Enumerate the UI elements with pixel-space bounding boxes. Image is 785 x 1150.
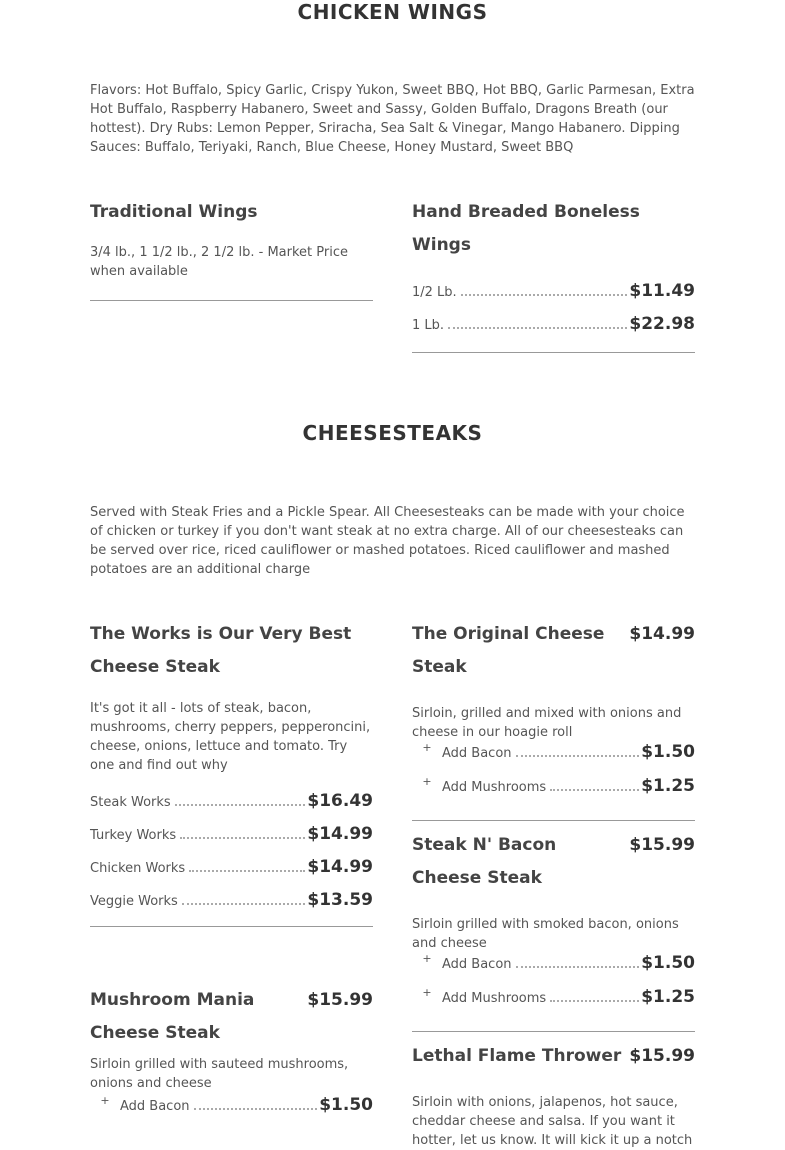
lethal-flame-thrower-item bbox=[412, 1040, 695, 1150]
plus-icon: + bbox=[422, 952, 432, 965]
cheesesteaks-intro: Served with Steak Fries and a Pickle Spear. All Cheesesteaks can be made with your choice of chicken or turkey if you don't want steak at no extra charge. All of our cheesesteaks can be served over rice, riced cauliflower or mashed potatoes. Riced cauliflower and mashed potatoes are an additional charge bbox=[90, 505, 685, 577]
plus-icon: + bbox=[422, 775, 432, 788]
item-title: Steak N' Bacon Cheese Steak bbox=[412, 835, 557, 888]
addon-price: $1.25 bbox=[641, 776, 695, 796]
row-label: Chicken Works bbox=[90, 861, 186, 876]
divider bbox=[90, 926, 373, 927]
addon-price: $1.50 bbox=[319, 1095, 373, 1115]
section-title-chicken-wings: CHICKEN WINGS bbox=[297, 0, 488, 24]
divider bbox=[90, 300, 373, 301]
item-description: Sirloin grilled with smoked bacon, onions and cheese bbox=[412, 917, 679, 951]
leader-dots bbox=[516, 755, 640, 757]
divider bbox=[412, 820, 695, 821]
item-description: Sirloin with onions, jalapenos, hot sauce, cheddar cheese and salsa. If you want it hotter, let us know. It will kick it up a notch bbox=[412, 1095, 693, 1148]
addon-row bbox=[412, 776, 695, 810]
item-title: The Original Cheese Steak bbox=[412, 624, 605, 677]
original-cheese-steak-item bbox=[412, 618, 695, 821]
addon-label: Add Bacon bbox=[120, 1099, 190, 1114]
addon-price: $1.50 bbox=[641, 953, 695, 973]
item-title: Lethal Flame Thrower bbox=[412, 1046, 622, 1066]
leader-dots bbox=[516, 966, 640, 968]
leader-dots bbox=[175, 804, 306, 806]
leader-dots bbox=[550, 789, 639, 791]
addon-row bbox=[90, 1095, 373, 1129]
item-title: The Works is Our Very Best Cheese Steak bbox=[90, 624, 352, 677]
item-price: $15.99 bbox=[629, 1046, 695, 1066]
row-price: $11.49 bbox=[629, 281, 695, 301]
item-description: Sirloin grilled with sauteed mushrooms, onions and cheese bbox=[90, 1057, 349, 1091]
item-price: $15.99 bbox=[307, 990, 373, 1010]
addon-row bbox=[412, 987, 695, 1021]
plus-icon: + bbox=[100, 1094, 110, 1107]
leader-dots bbox=[180, 837, 305, 839]
divider bbox=[412, 1031, 695, 1032]
row-price: $22.98 bbox=[629, 314, 695, 334]
traditional-wings-item bbox=[90, 196, 373, 301]
row-price: $16.49 bbox=[307, 791, 373, 811]
price-row bbox=[90, 857, 373, 890]
price-row bbox=[412, 281, 695, 314]
leader-dots bbox=[461, 294, 628, 296]
item-title: Mushroom Mania Cheese Steak bbox=[90, 990, 255, 1043]
item-description: It's got it all - lots of steak, bacon, mushrooms, cherry peppers, pepperoncini, cheese, onions, lettuce and tomato. Try one and find out why bbox=[90, 701, 371, 773]
plus-icon: + bbox=[422, 741, 432, 754]
steak-n-bacon-item bbox=[412, 829, 695, 1032]
plus-icon: + bbox=[422, 986, 432, 999]
price-row bbox=[90, 824, 373, 857]
row-label: Turkey Works bbox=[90, 828, 177, 843]
addon-label: Add Mushrooms bbox=[442, 991, 547, 1006]
row-label: Veggie Works bbox=[90, 894, 178, 909]
leader-dots bbox=[194, 1108, 318, 1110]
item-price: $14.99 bbox=[629, 624, 695, 644]
price-row bbox=[90, 890, 373, 923]
row-price: $13.59 bbox=[307, 890, 373, 910]
addon-row bbox=[412, 742, 695, 776]
item-description: 3/4 lb., 1 1/2 lb., 2 1/2 lb. - Market Price when available bbox=[90, 245, 348, 279]
addon-label: Add Bacon bbox=[442, 957, 512, 972]
wings-intro: Flavors: Hot Buffalo, Spicy Garlic, Crispy Yukon, Sweet BBQ, Hot BBQ, Garlic Parmesan, Extra Hot Buffalo, Raspberry Habanero, Sweet and Sassy, Golden Buffalo, Dragons Breath (our hottest). Dry Rubs: Lemon Pepper, Sriracha, Sea Salt & Vinegar, Mango Habanero. Dipping Sauces: Buffalo, Teriyaki, Ranch, Blue Cheese, Honey Mustard, Sweet BBQ bbox=[90, 83, 695, 155]
leader-dots bbox=[550, 1000, 639, 1002]
section-title-cheesesteaks: CHEESESTEAKS bbox=[302, 421, 483, 445]
leader-dots bbox=[182, 903, 306, 905]
mushroom-mania-item bbox=[90, 984, 373, 1129]
price-row bbox=[412, 314, 695, 347]
item-title: Hand Breaded Boneless Wings bbox=[412, 202, 640, 255]
row-label: Steak Works bbox=[90, 795, 171, 810]
addon-price: $1.50 bbox=[641, 742, 695, 762]
leader-dots bbox=[448, 327, 627, 329]
addon-row bbox=[412, 953, 695, 987]
addon-price: $1.25 bbox=[641, 987, 695, 1007]
leader-dots bbox=[189, 870, 305, 872]
price-row bbox=[90, 791, 373, 824]
row-price: $14.99 bbox=[307, 824, 373, 844]
addon-label: Add Bacon bbox=[442, 746, 512, 761]
row-price: $14.99 bbox=[307, 857, 373, 877]
works-item bbox=[90, 618, 373, 927]
boneless-wings-item bbox=[412, 196, 695, 353]
item-description: Sirloin, grilled and mixed with onions and cheese in our hoagie roll bbox=[412, 706, 682, 740]
addon-label: Add Mushrooms bbox=[442, 780, 547, 795]
row-label: 1 Lb. bbox=[412, 318, 445, 333]
item-price: $15.99 bbox=[629, 835, 695, 855]
row-label: 1/2 Lb. bbox=[412, 285, 457, 300]
item-title: Traditional Wings bbox=[90, 202, 258, 222]
divider bbox=[412, 352, 695, 353]
